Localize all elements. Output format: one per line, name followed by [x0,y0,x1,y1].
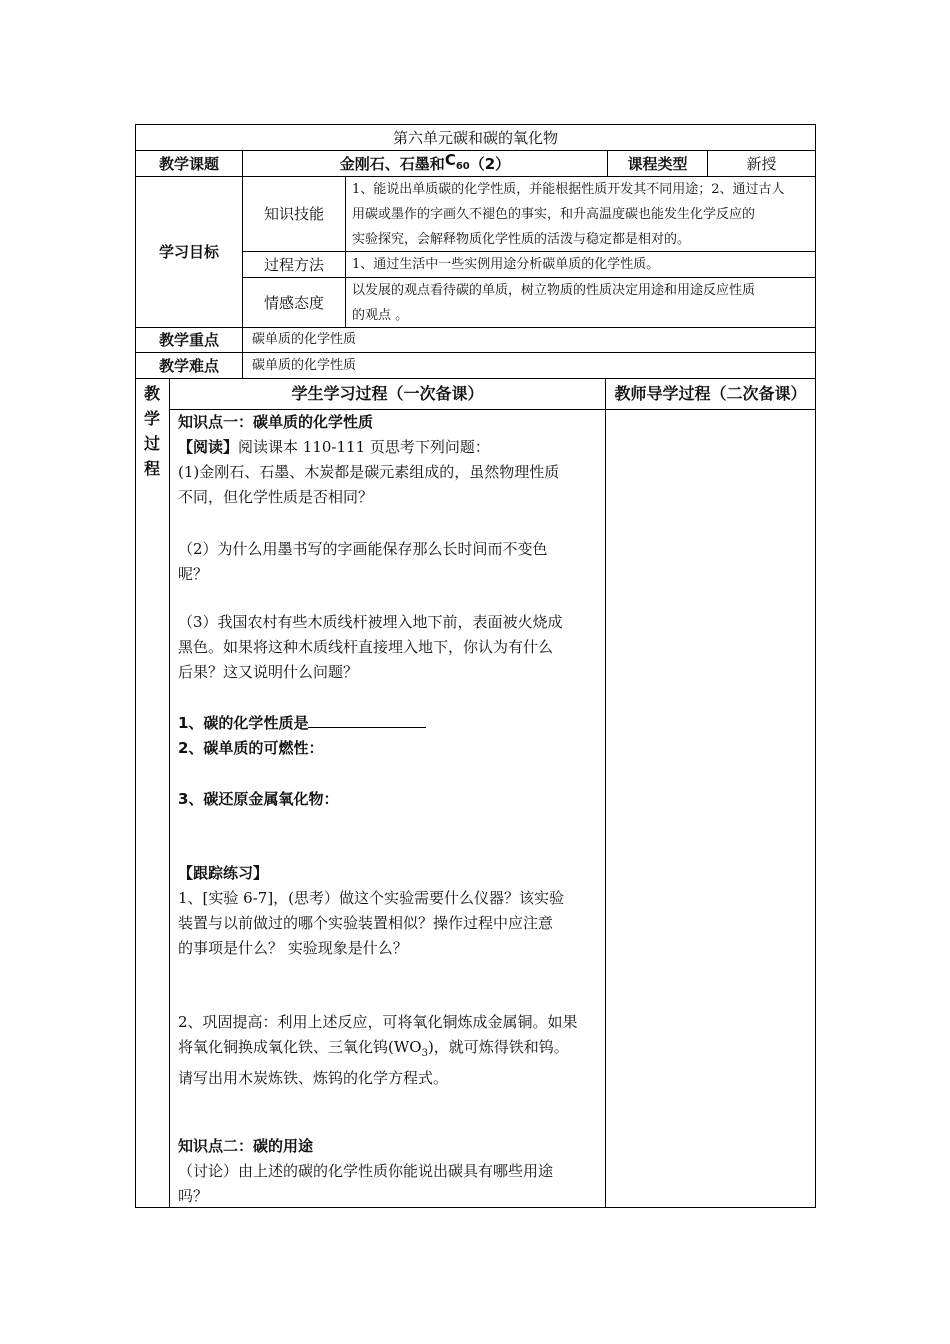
text-line: 以发展的观点看待碳的单质，树立物质的性质决定用途和用途反应性质 [352,283,756,298]
text-line: 呢？ [178,565,209,583]
objective-process-label: 过程方法 [263,255,324,274]
side-char: 过 [143,434,160,453]
text-line: （3）我国农村有些木质线杆被埋入地下前，表面被火烧成 [178,613,563,631]
text-line: （讨论）由上述的碳的化学性质你能说出碳具有哪些用途 [178,1162,554,1180]
exercise-2 [178,1010,578,1091]
objectives-label: 学习目标 [158,243,219,261]
side-char: 教 [143,384,160,403]
objective-knowledge-text [352,177,812,252]
topic-value [243,151,607,176]
text-fragment: 将氧化铜换成氧化铁、三氧化钨(WO [178,1038,422,1056]
table-rule [169,378,170,1207]
answer-blank[interactable] [308,711,426,728]
difficult-point-value: 碳单质的化学性质 [252,357,357,373]
objective-attitude-label: 情感态度 [263,293,324,312]
key-point-label: 教学重点 [158,331,219,349]
side-char: 程 [143,459,160,478]
item-chemical-property [178,711,426,736]
text-line: 装置与以前做过的哪个实验装置相似？操作过程中应注意 [178,914,554,932]
question-3 [178,610,563,685]
text-line: 请写出用木炭炼铁、炼钨的化学方程式。 [178,1069,449,1087]
topic-label: 教学课题 [158,154,219,173]
key-point-value: 碳单质的化学性质 [252,332,357,347]
teacher-notes-area[interactable] [606,410,815,1207]
text-line [178,1035,578,1066]
formula-base: C [444,151,456,169]
question-2 [178,537,548,587]
practice-tag: 【跟踪练习】 [178,864,269,882]
objective-knowledge-label: 知识技能 [263,205,324,223]
knowledge-point-1-title: 知识点一：碳单质的化学性质 [178,413,374,431]
reading-prompt [178,435,490,460]
table-border-right [815,124,816,1208]
text-line: 不同，但化学性质是否相同？ [178,488,374,506]
formula-subscript: 60 [455,161,470,172]
item-reduction: 3、碳还原金属氧化物： [178,790,339,808]
topic-name: 金刚石、石墨和 [339,154,445,173]
text-line: 2、巩固提高：利用上述反应，可将氧化铜炼成金属铜。如果 [178,1013,578,1031]
text-line: 的观点 。 [352,308,409,323]
text-line: 后果？这又说明什么问题？ [178,663,359,681]
item-combustibility: 2、碳单质的可燃性： [178,739,324,757]
text-line: 1、能说出单质碳的化学性质，并能根据性质开发其不同用途；2、通过古人 [352,182,785,197]
course-type-label: 课程类型 [627,154,688,173]
exercise-1 [178,886,564,961]
course-type-value: 新授 [746,154,777,173]
text-fragment: )，就可炼得铁和钨。 [427,1038,569,1056]
question-1 [178,460,559,510]
formula-subscript: 3 [421,1048,428,1059]
text-line: 吗？ [178,1187,209,1205]
text-line: (1)金刚石、石墨、木炭都是碳元素组成的，虽然物理性质 [178,463,560,481]
topic-suffix: （2） [469,154,511,173]
table-rule [345,176,346,327]
teacher-process-header: 教师导学过程（二次备课） [614,384,807,403]
objective-process-text [352,252,812,277]
side-char: 学 [143,409,160,428]
text-line: 黑色。如果将这种木质线杆直接埋入地下，你认为有什么 [178,638,554,656]
objective-attitude-text [352,278,812,328]
process-side-label [142,381,162,481]
discussion [178,1159,553,1209]
item-text: 1、碳的化学性质是 [178,714,309,732]
text-line: 1、[实验 6-7]，(思考）做这个实验需要什么仪器？该实验 [178,889,565,907]
knowledge-point-2-title: 知识点二：碳的用途 [178,1137,314,1155]
student-process-header: 学生学习过程（一次备课） [291,384,484,403]
text-line: （2）为什么用墨书写的字画能保存那么长时间而不变色 [178,540,548,558]
text-line: 用碳或墨作的字画久不褪色的事实，和升高温度碳也能发生化学反应的 [352,207,756,222]
reading-tag: 【阅读】 [178,438,239,456]
text-line: 实验探究，会解释物质化学性质的活泼与稳定都是相对的。 [352,232,691,247]
text-line: 1、通过生活中一些实例用途分析碳单质的化学性质。 [352,257,660,272]
unit-title: 第六单元碳和碳的氧化物 [392,128,558,147]
difficult-point-label: 教学难点 [158,356,219,375]
text-line: 的事项是什么？ 实验现象是什么？ [178,939,408,957]
reading-text: 阅读课本 110-111 页思考下列问题： [238,438,490,456]
topic-formula [445,150,470,177]
